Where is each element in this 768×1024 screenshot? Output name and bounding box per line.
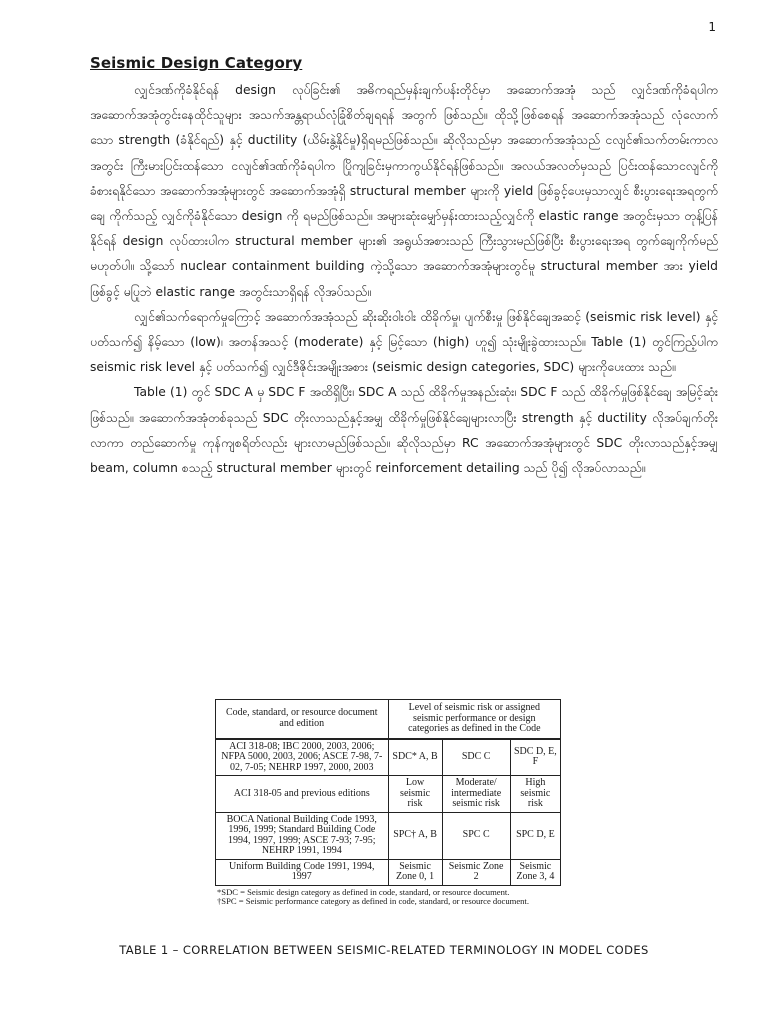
table-cell-high: SDC D, E, F: [510, 739, 560, 776]
table-row: [216, 739, 561, 776]
table-header-level: Level of seismic risk or assigned seismic performance or design categories as defined in the Code: [388, 700, 560, 739]
paragraph-1: လျှင်ဒဏ်ကိုခံနိုင်ရန် design လုပ်ခြင်း၏ အဓိကရည်မှန်းချက်ပန်းတိုင်မှာ အဆောက်အအုံ သည် လျှင်ဒဏ်ကိုခံရပါက အဆောက်အအုံတွင်းနေထိုင်သူများ အသက်အန္တရာယ်လုံခြုံစိတ်ချရရန် အတွက် ဖြစ်သည်။ ထိုသို့ဖြစ်စေရန် အဆောက်အအုံသည် လုံလောက်သော strength (ခံနိုင်ရည်) နှင့် ductility (ယိမ်းနွဲ့နိုင်မှု)ရှိရမည်ဖြစ်သည်။ ဆိုလိုသည်မှာ အဆောက်အအုံသည် ငလျင်၏သက်တမ်းကာလ အတွင်း ကြီးမားပြင်းထန်သော ငလျင်၏ဒဏ်ကိုခံရပါက ပြိုကျခြင်းမှကာကွယ်နိုင်ရန်ဖြစ်သည်။ အလယ်အလတ်မှသည် ပြင်းထန်သောငလျင်ကို ခံစားရနိုင်သော အဆောက်အအုံများတွင် အဆောက်အအုံရှိ structural member များကို yield ဖြစ်ခွင့်ပေးမှသာလျှင် စီးပွားရေးအရတွက်ချေ ကိုက်သည့် လျှင်ကိုခံနိုင်သော design ကို ရမည်ဖြစ်သည်။ အများဆုံးမျှော်မှန်းထားသည့်လျှင်ကို elastic range အတွင်းမှသာ တုန့်ပြန်နိုင်ရန် design လုပ်ထားပါက structural member များ၏ အရွယ်အစားသည် ကြီးသွားမည်ဖြစ်ပြီး စီးပွားရေးအရ တွက်ချေကိုက်မည်မဟုတ်ပါ။ သို့သော် nuclear containment building ကဲ့သို့သော အဆောက်အအုံများတွင်မူ structural member အား yield ဖြစ်ခွင့် မပြုဘဲ elastic range အတွင်းသာရှိရန် လိုအပ်သည်။: [90, 83, 718, 299]
table-cell-high: Seismic Zone 3, 4: [510, 859, 560, 885]
table-cell-moderate: SPC C: [442, 812, 510, 859]
document-body: [90, 54, 718, 481]
table-footnote-sdc: *SDC = Seismic design category as defined in code, standard, or resource document.: [217, 886, 510, 897]
table-cell-moderate: Seismic Zone 2: [442, 859, 510, 885]
table-cell-low: Low seismic risk: [388, 776, 442, 813]
table-header-row: [216, 700, 561, 739]
table-cell-low: Seismic Zone 0, 1: [388, 859, 442, 885]
table-cell-moderate: Moderate/ intermediate seismic risk: [442, 776, 510, 813]
table-cell-code: ACI 318-05 and previous editions: [216, 776, 389, 813]
table-row: [216, 776, 561, 813]
table-cell-code: ACI 318-08; IBC 2000, 2003, 2006; NFPA 5000, 2003, 2006; ASCE 7-98, 7-02, 7-05; NEHRP 1997, 2000, 2003: [216, 739, 389, 776]
table-row: [216, 812, 561, 859]
page-number: 1: [708, 20, 716, 34]
table-cell-code: Uniform Building Code 1991, 1994, 1997: [216, 859, 389, 885]
table-cell-high: High seismic risk: [510, 776, 560, 813]
table-row: [216, 859, 561, 885]
table-cell-code: BOCA National Building Code 1993, 1996, 1999; Standard Building Code 1994, 1997, 1999; ASCE 7-93; 7-95; NEHRP 1991, 1994: [216, 812, 389, 859]
section-heading: Seismic Design Category: [90, 54, 303, 72]
paragraph-2: လျှင်၏သက်ရောက်မှုကြောင့် အဆောက်အအုံသည် ဆိုးဆိုးဝါးဝါး ထိခိုက်မှု၊ ပျက်စီးမှု ဖြစ်နိုင်ချေအဆင့် (seismic risk level) နှင့်ပတ်သက်၍ နိမ့်သော (low)၊ အတန်အသင့် (moderate) နှင့် မြင့်သော (high) ဟူ၍ သုံးမျိုးခွဲထားသည်။ Table (1) တွင်ကြည့်ပါက seismic risk level နှင့် ပတ်သက်၍ လျှင်ဒီဇိုင်းအမျိုးအစား (seismic design categories, SDC) များကိုပေးထား သည်။: [90, 309, 718, 375]
correlation-table: [215, 699, 561, 886]
table-caption: TABLE 1 – CORRELATION BETWEEN SEISMIC-RELATED TERMINOLOGY IN MODEL CODES: [119, 943, 649, 957]
table-footnote-spc: †SPC = Seismic performance category as defined in code, standard, or resource document.: [217, 896, 529, 906]
table-header-code: Code, standard, or resource document and edition: [216, 700, 389, 739]
table-cell-moderate: SDC C: [442, 739, 510, 776]
table-cell-low: SPC† A, B: [388, 812, 442, 859]
table-cell-high: SPC D, E: [510, 812, 560, 859]
paragraph-3: Table (1) တွင် SDC A မှ SDC F အထိရှိပြီး၊ SDC A သည် ထိခိုက်မှုအနည်းဆုံး၊ SDC F သည် ထိခိုက်မှုဖြစ်နိုင်ချေ အမြင့်ဆုံးဖြစ်သည်။ အဆောက်အအုံတစ်ခုသည် SDC တိုးလာသည်နှင့်အမျှ ထိခိုက်မှုဖြစ်နိုင်ချေများလာပြီး strength နှင့် ductility လိုအပ်ချက်တိုးလာကာ တည်ဆောက်မှု ကုန်ကျစရိတ်လည်း များလာမည်ဖြစ်သည်။ ဆိုလိုသည်မှာ RC အဆောက်အအုံများတွင် SDC တိုးလာသည်နှင့်အမျှ beam, column စသည့် structural member များတွင် reinforcement detailing သည် ပို၍ လိုအပ်လာသည်။: [90, 385, 718, 476]
correlation-table-figure: [215, 699, 561, 907]
table-cell-low: SDC* A, B: [388, 739, 442, 776]
